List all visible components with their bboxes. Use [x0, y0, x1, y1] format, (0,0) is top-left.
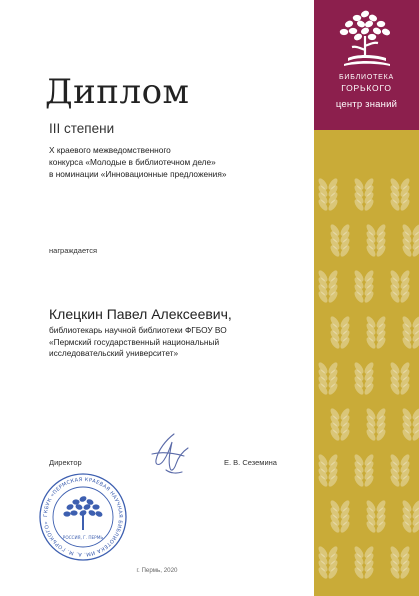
logo-text-biblioteka: БИБЛИОТЕКА	[339, 74, 394, 81]
diploma-degree: III степени	[49, 121, 115, 136]
director-label: Директор	[49, 458, 82, 467]
stamp-inner-text: РОССИЯ, Г. ПЕРМЬ	[62, 535, 104, 540]
affiliation-line: библиотекарь научной библиотеки ФГБОУ ВО	[49, 325, 227, 335]
official-stamp	[38, 472, 128, 562]
awarded-label: награждается	[49, 246, 98, 255]
contest-line: X краевого межведомственного	[49, 145, 171, 155]
contest-line: в номинации «Инновационные предложения»	[49, 169, 227, 179]
document-title: Диплом	[45, 72, 190, 112]
recipient-affiliation	[49, 325, 309, 360]
brand-sidebar	[314, 0, 419, 596]
director-name: Е. В. Сеземина	[224, 458, 277, 467]
logo-text-tsentr-znaniy: центр знаний	[335, 99, 398, 110]
wheat-pattern	[314, 170, 419, 590]
contest-description	[49, 144, 309, 180]
contest-line: конкурса «Молодые в библиотечном деле»	[49, 157, 216, 167]
library-tree-logo-icon	[330, 6, 404, 68]
director-signature	[144, 430, 192, 476]
logo-text-gorkogo: ГОРЬКОГО	[341, 83, 392, 93]
place-and-year: г. Пермь, 2020	[136, 567, 178, 574]
recipient-name: Клецкин Павел Алексеевич,	[49, 306, 232, 322]
affiliation-line: «Пермский государственный национальный	[49, 336, 220, 347]
stamp-outer-text: ГКБУК «ПЕРМСКАЯ КРАЕВАЯ НАУЧНАЯ БИБЛИОТЕКА ИМ. А. М. ГОРЬКОГО»	[42, 476, 124, 558]
affiliation-line: исследовательский университет»	[49, 348, 179, 358]
